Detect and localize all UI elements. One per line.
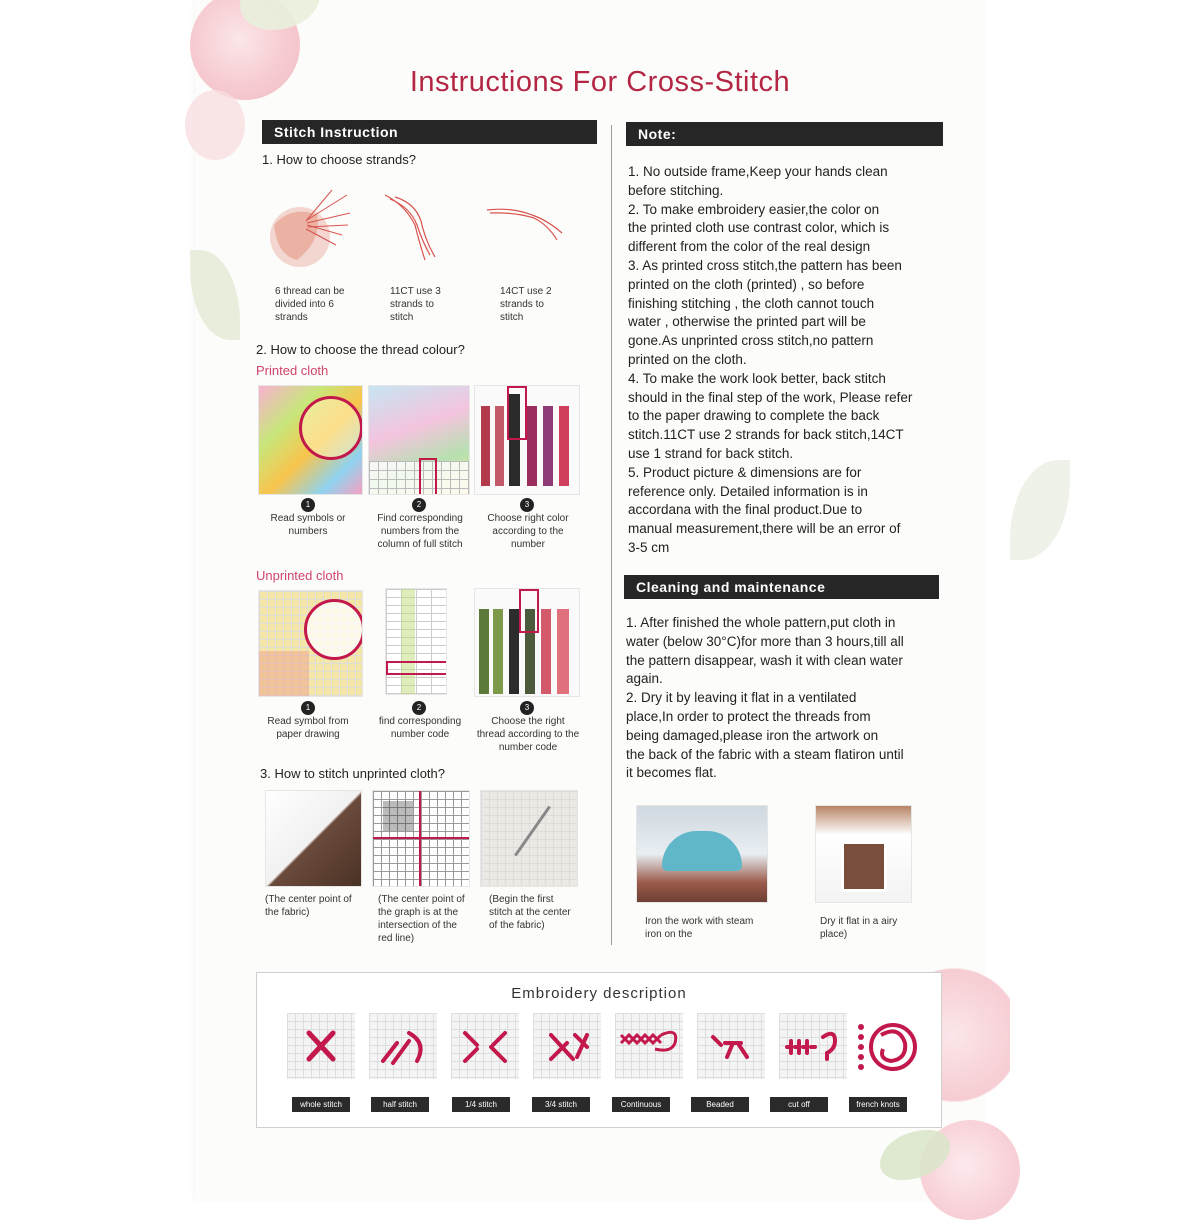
note-line: the printed cloth use contrast color, which is [628,220,890,236]
note-line: printed on the cloth. [628,351,747,367]
whole-stitch-icon [287,1013,355,1079]
unprinted-step-number-1: 1 [301,701,315,715]
note-line: accordana with the final product.Due to [628,502,863,518]
unprinted-cloth-label: Unprinted cloth [256,568,344,583]
note-line: 1. No outside frame,Keep your hands clean [628,164,888,179]
note-line: should in the final step of the work, Please refer [628,389,913,405]
note-line: 3-5 cm [628,539,670,555]
printed-step-number-1: 1 [301,498,315,512]
embroidery-description-box [256,972,942,1128]
note-line: before stitching. [628,182,724,198]
stitch-caption-first-stitch: (Begin the first stitch at the center of the fabric) [489,894,571,931]
beaded-stitch-icon [697,1013,765,1079]
beaded-label: Beaded [691,1097,749,1112]
cleaning-header: Cleaning and maintenance [624,575,939,599]
strand-image-11ct [375,185,465,280]
printed-cloth-chart-image [368,385,470,495]
cleaning-line: again. [626,671,663,687]
page-title: Instructions For Cross-Stitch [409,66,791,98]
cleaning-line: 2. Dry it by leaving it flat in a ventilated [626,690,857,706]
whole-stitch-label: whole stitch [292,1097,350,1112]
note-line: finishing stitching , the cloth cannot touch [628,295,875,311]
note-line: 5. Product picture & dimensions are for [628,464,862,480]
printed-step-number-3: 3 [520,498,534,512]
three-quarter-stitch-label: 3/4 stitch [532,1097,590,1112]
strand-image-14ct [482,185,572,280]
printed-cloth-pattern-image [258,385,363,495]
question-thread-colour: 2. How to choose the thread colour? [256,342,465,357]
graph-center-image [372,790,470,887]
cleaning-line: the back of the fabric with a steam flatiron until [626,746,904,762]
cut-off-label: cut off [770,1097,828,1112]
column-divider [611,125,612,945]
iron-caption: Iron the work with steam iron on the [645,916,754,940]
cleaning-line: water (below 30°C)for more than 3 hours,till all [626,633,904,649]
strand-caption-14ct: 14CT use 2 strands to stitch [500,286,552,323]
strand-caption-6-thread: 6 thread can be divided into 6 strands [275,286,345,323]
note-text [628,163,958,558]
dry-caption: Dry it flat in a airy place) [820,916,898,940]
unprinted-step-number-3: 3 [520,701,534,715]
cleaning-line: place,In order to protect the threads from [626,708,871,724]
first-stitch-image [480,790,578,887]
note-line: manual measurement,there will be an error of [628,521,901,537]
unprinted-step-caption-2: find corresponding number code [378,716,462,740]
note-line: gone.As unprinted cross stitch,no pattern [628,333,874,349]
french-knots-label: french knots [849,1097,907,1112]
printed-step-caption-3: Choose right color according to the number [487,513,569,550]
steam-iron-image [636,805,768,903]
french-knots-icon [853,1013,921,1079]
note-line: reference only. Detailed information is in [628,483,868,499]
rose-decoration-right [930,960,1010,1110]
note-line: 3. As printed cross stitch,the pattern has been [628,257,902,273]
cleaning-line: 1. After finished the whole pattern,put cloth in [626,615,896,630]
unprinted-step-caption-1: Read symbol from paper drawing [267,716,349,740]
unprinted-step-caption-3: Choose the right thread according to the number code [476,716,580,753]
cut-off-icon [779,1013,847,1079]
printed-cloth-thread-image [474,385,580,495]
note-line: different from the color of the real design [628,239,871,255]
note-line: stitch.11CT use 2 strands for back stitch,14CT [628,427,904,443]
cleaning-line: the pattern disappear, wash it with clean water [626,652,903,668]
dry-flat-image [815,805,912,903]
quarter-stitch-icon [451,1013,519,1079]
question-strands: 1. How to choose strands? [262,152,416,167]
stitch-caption-fabric-center: (The center point of the fabric) [265,894,352,918]
note-line: use 1 strand for back stitch. [628,445,794,461]
question-stitch-unprinted: 3. How to stitch unprinted cloth? [260,766,445,781]
note-line: printed on the cloth (printed) , so before [628,276,865,292]
stitch-instruction-header: Stitch Instruction [262,120,597,144]
quarter-stitch-label: 1/4 stitch [452,1097,510,1112]
strand-image-6-thread [262,185,352,280]
note-line: to the paper drawing to complete the back [628,408,880,424]
three-quarter-stitch-icon [533,1013,601,1079]
note-line: 2. To make embroidery easier,the color on [628,201,880,217]
continuous-label: Continuous [612,1097,670,1112]
half-stitch-label: half stitch [371,1097,429,1112]
strand-caption-11ct: 11CT use 3 strands to stitch [390,286,441,323]
printed-step-caption-1: Read symbols or numbers [270,513,346,537]
note-line: water , otherwise the printed part will be [628,314,866,330]
unprinted-step-number-2: 2 [412,701,426,715]
printed-step-caption-2: Find corresponding numbers from the column of full stitch [377,513,463,550]
embroidery-title: Embroidery description [511,985,687,1002]
unprinted-cloth-pattern-image [258,590,363,697]
continuous-stitch-icon [615,1013,683,1079]
stitch-caption-graph-center: (The center point of the graph is at the intersection of the red line) [378,894,465,944]
note-header: Note: [626,122,943,146]
fabric-center-image [265,790,362,887]
note-line: 4. To make the work look better, back stitch [628,370,886,386]
cleaning-line: it becomes flat. [626,765,717,781]
cleaning-line: being damaged,please iron the artwork on [626,727,879,743]
unprinted-cloth-thread-image [474,588,580,697]
cleaning-text [626,614,956,783]
half-stitch-icon [369,1013,437,1079]
printed-cloth-label: Printed cloth [256,363,329,378]
unprinted-cloth-chart-image [385,588,447,695]
printed-step-number-2: 2 [412,498,426,512]
leaf-decoration-right [1010,460,1070,560]
